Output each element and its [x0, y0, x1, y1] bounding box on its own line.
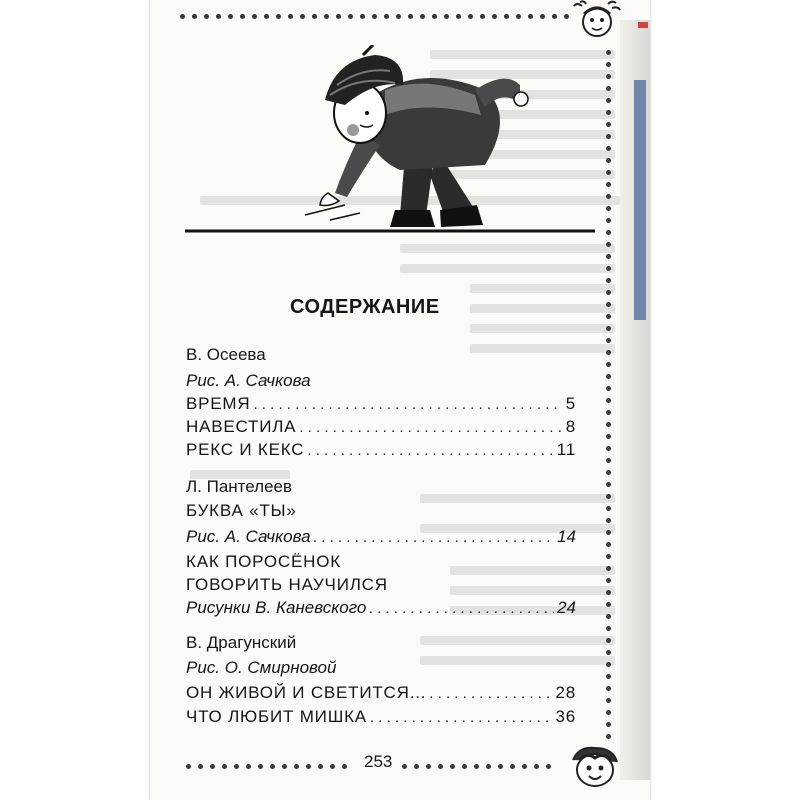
bottom-dotted-border-right	[402, 764, 551, 769]
toc-entry[interactable]	[186, 370, 576, 392]
dot-leader	[429, 683, 552, 705]
entry-page: 5	[565, 394, 576, 413]
border-dot	[504, 14, 509, 19]
border-dot	[606, 98, 611, 103]
entry-text: РЕКС И КЕКС	[186, 440, 305, 459]
border-dot	[450, 764, 455, 769]
author-name: В. Драгунский	[186, 633, 297, 652]
border-dot	[606, 494, 611, 499]
border-dot	[372, 14, 377, 19]
border-dot	[606, 302, 611, 307]
border-dot	[606, 422, 611, 427]
entry-page: 11	[556, 440, 576, 459]
toc-entry[interactable]	[186, 551, 576, 573]
border-dot	[606, 410, 611, 415]
border-dot	[606, 482, 611, 487]
border-dot	[606, 218, 611, 223]
border-dot	[204, 14, 209, 19]
border-dot	[534, 764, 539, 769]
border-dot	[186, 764, 191, 769]
border-dot	[216, 14, 221, 19]
entry-text: Рис. А. Сачкова	[186, 371, 311, 390]
border-dot	[498, 764, 503, 769]
border-dot	[324, 14, 329, 19]
toc-entry[interactable]	[186, 597, 576, 619]
border-dot	[606, 230, 611, 235]
border-dot	[606, 122, 611, 127]
child-drawing-illustration	[185, 45, 595, 240]
border-dot	[606, 638, 611, 643]
border-dot	[468, 14, 473, 19]
border-dot	[606, 146, 611, 151]
toc-entry[interactable]	[186, 706, 576, 728]
border-dot	[606, 266, 611, 271]
border-dot	[312, 14, 317, 19]
border-dot	[606, 602, 611, 607]
border-dot	[606, 446, 611, 451]
border-dot	[426, 764, 431, 769]
border-dot	[318, 764, 323, 769]
border-dot	[516, 14, 521, 19]
border-dot	[258, 764, 263, 769]
author-name: Л. Пантелеев	[186, 477, 293, 496]
border-dot	[192, 14, 197, 19]
border-dot	[606, 554, 611, 559]
border-dot	[606, 458, 611, 463]
border-dot	[606, 206, 611, 211]
author-name: В. Осеева	[186, 345, 266, 364]
border-dot	[462, 764, 467, 769]
toc-entry[interactable]	[186, 500, 576, 522]
border-dot	[288, 14, 293, 19]
border-dot	[486, 764, 491, 769]
border-dot	[180, 14, 185, 19]
entry-text: Рис. А. Сачкова	[186, 527, 311, 546]
entry-text: ГОВОРИТЬ НАУЧИЛСЯ	[186, 575, 388, 594]
border-dot	[606, 326, 611, 331]
entry-text: БУКВА «ТЫ»	[186, 501, 297, 520]
border-dot	[444, 14, 449, 19]
border-dot	[252, 14, 257, 19]
boy-face-decoration	[565, 742, 625, 792]
border-dot	[348, 14, 353, 19]
border-dot	[606, 470, 611, 475]
border-dot	[606, 62, 611, 67]
dot-leader	[369, 598, 554, 620]
border-dot	[606, 686, 611, 691]
border-dot	[606, 626, 611, 631]
entry-page: 8	[565, 417, 576, 436]
toc-entry[interactable]	[186, 682, 576, 704]
bottom-dotted-border-left	[186, 764, 347, 769]
border-dot	[546, 764, 551, 769]
border-dot	[606, 50, 611, 55]
border-dot	[198, 764, 203, 769]
border-dot	[540, 14, 545, 19]
border-dot	[606, 290, 611, 295]
border-dot	[282, 764, 287, 769]
border-dot	[294, 764, 299, 769]
border-dot	[522, 764, 527, 769]
top-dotted-border	[180, 14, 569, 19]
border-dot	[606, 110, 611, 115]
dot-leader	[370, 707, 553, 729]
dot-leader	[299, 417, 562, 439]
border-dot	[606, 722, 611, 727]
border-dot	[606, 350, 611, 355]
entry-text: ВРЕМЯ	[186, 394, 251, 413]
border-dot	[606, 134, 611, 139]
border-dot	[432, 14, 437, 19]
border-dot	[606, 590, 611, 595]
entry-text: КАК ПОРОСЁНОК	[186, 552, 341, 571]
border-dot	[606, 158, 611, 163]
border-dot	[408, 14, 413, 19]
border-dot	[606, 542, 611, 547]
border-dot	[606, 194, 611, 199]
border-dot	[606, 662, 611, 667]
border-dot	[420, 14, 425, 19]
border-dot	[300, 14, 305, 19]
border-dot	[438, 764, 443, 769]
toc-entry[interactable]	[186, 393, 576, 415]
border-dot	[342, 764, 347, 769]
border-dot	[492, 14, 497, 19]
border-dot	[606, 338, 611, 343]
border-dot	[606, 566, 611, 571]
border-dot	[606, 578, 611, 583]
border-dot	[210, 764, 215, 769]
right-dotted-border	[606, 50, 611, 739]
border-dot	[396, 14, 401, 19]
border-dot	[276, 14, 281, 19]
border-dot	[402, 764, 407, 769]
entry-text: Рис. О. Смирновой	[186, 658, 337, 677]
border-dot	[606, 674, 611, 679]
border-dot	[474, 764, 479, 769]
border-dot	[360, 14, 365, 19]
border-dot	[606, 362, 611, 367]
page-number: 253	[364, 752, 393, 771]
border-dot	[606, 254, 611, 259]
border-dot	[606, 506, 611, 511]
border-dot	[306, 764, 311, 769]
border-dot	[528, 14, 533, 19]
entry-page: 14	[557, 527, 576, 546]
toc-entry[interactable]	[186, 439, 576, 461]
entry-page: 24	[557, 598, 576, 617]
border-dot	[264, 14, 269, 19]
border-dot	[456, 14, 461, 19]
red-tab-mark	[638, 22, 648, 28]
border-dot	[510, 764, 515, 769]
border-dot	[606, 518, 611, 523]
border-dot	[606, 170, 611, 175]
dot-leader	[253, 394, 562, 416]
entry-page: 28	[555, 683, 576, 702]
border-dot	[606, 698, 611, 703]
border-dot	[606, 434, 611, 439]
toc-title: СОДЕРЖАНИЕ	[290, 296, 440, 318]
entry-text: НАВЕСТИЛА	[186, 417, 297, 436]
entry-text: Рисунки В. Каневского	[186, 598, 367, 617]
border-dot	[552, 14, 557, 19]
border-dot	[228, 14, 233, 19]
border-dot	[564, 14, 569, 19]
entry-text: ОН ЖИВОЙ И СВЕТИТСЯ...	[186, 683, 427, 702]
girl-face-decoration	[572, 0, 622, 44]
border-dot	[606, 374, 611, 379]
border-dot	[606, 86, 611, 91]
border-dot	[606, 734, 611, 739]
border-dot	[480, 14, 485, 19]
toc-entry[interactable]	[186, 574, 576, 596]
border-dot	[606, 614, 611, 619]
dot-leader	[314, 527, 555, 549]
border-dot	[606, 278, 611, 283]
border-dot	[606, 530, 611, 535]
border-dot	[606, 398, 611, 403]
border-dot	[606, 650, 611, 655]
border-dot	[606, 386, 611, 391]
border-dot	[606, 182, 611, 187]
entry-page: 36	[555, 707, 576, 726]
border-dot	[384, 14, 389, 19]
border-dot	[222, 764, 227, 769]
border-dot	[270, 764, 275, 769]
border-dot	[606, 242, 611, 247]
border-dot	[606, 74, 611, 79]
toc-entry[interactable]	[186, 526, 576, 548]
border-dot	[414, 764, 419, 769]
toc-entry[interactable]	[186, 416, 576, 438]
border-dot	[234, 764, 239, 769]
border-dot	[240, 14, 245, 19]
bookmark-strip	[634, 80, 646, 320]
border-dot	[606, 710, 611, 715]
border-dot	[246, 764, 251, 769]
border-dot	[336, 14, 341, 19]
dot-leader	[307, 440, 553, 462]
border-dot	[330, 764, 335, 769]
entry-text: ЧТО ЛЮБИТ МИШКА	[186, 707, 367, 726]
toc-entry[interactable]	[186, 657, 576, 679]
border-dot	[606, 314, 611, 319]
